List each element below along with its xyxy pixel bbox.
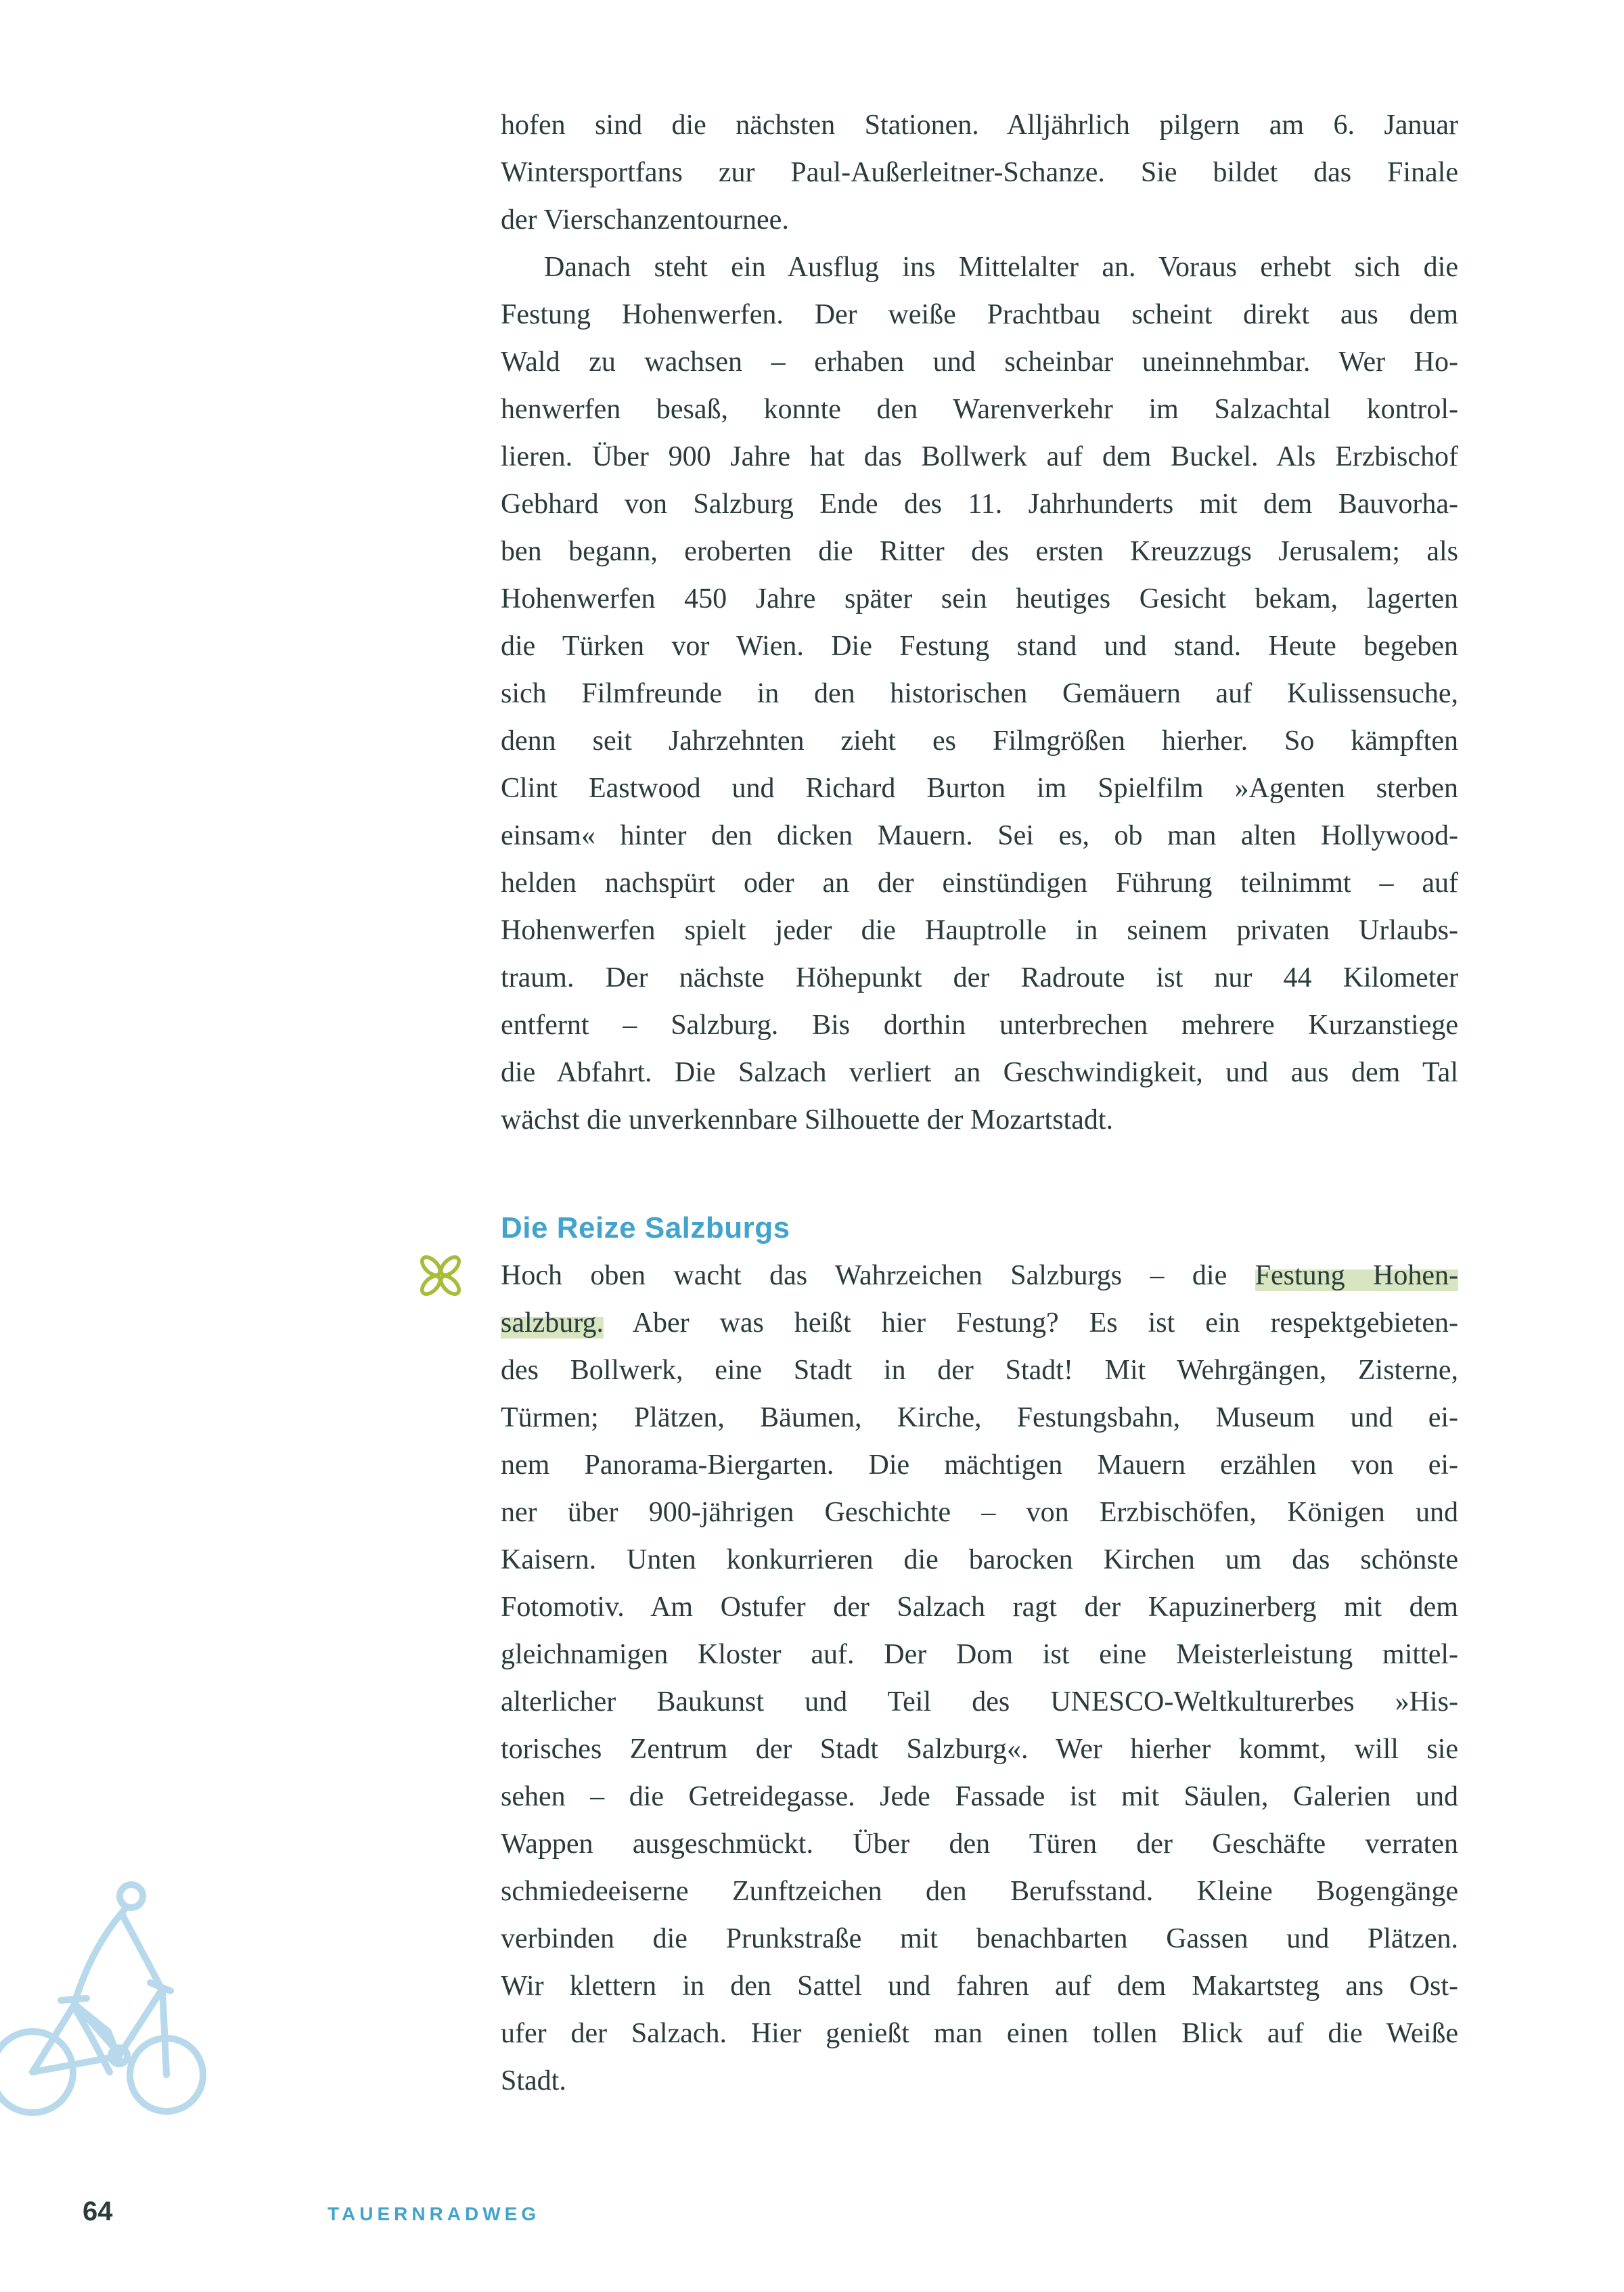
text-line: ufer der Salzach. Hier genießt man einen tollen Blick auf die Weiße bbox=[501, 2018, 1458, 2049]
text-line: hofen sind die nächsten Stationen. Alljährlich pilgern am 6. Januar bbox=[501, 110, 1458, 141]
text-line: Hohenwerfen 450 Jahre später sein heutiges Gesicht bekam, lagerten bbox=[501, 583, 1458, 614]
paragraph-continuation bbox=[501, 102, 1458, 244]
text-line: lieren. Über 900 Jahre hat das Bollwerk auf dem Buckel. Als Erzbischof bbox=[501, 441, 1458, 472]
knot-ornament-icon bbox=[411, 1246, 470, 1305]
text-line: Türmen; Plätzen, Bäumen, Kirche, Festungsbahn, Museum und ei- bbox=[501, 1402, 1458, 1433]
highlight: salzburg. bbox=[501, 1307, 604, 1339]
text-line: ner über 900-jährigen Geschichte – von Erzbischöfen, Königen und bbox=[501, 1497, 1458, 1528]
text-line: Wintersportfans zur Paul-Außerleitner-Schanze. Sie bildet das Finale bbox=[501, 157, 1458, 188]
text-line: traum. Der nächste Höhepunkt der Radroute ist nur 44 Kilometer bbox=[501, 962, 1458, 993]
text-line: ben begann, eroberten die Ritter des ersten Kreuzzugs Jerusalem; als bbox=[501, 536, 1458, 567]
text-line: Wir klettern in den Sattel und fahren auf dem Makartsteg ans Ost- bbox=[501, 1971, 1458, 2002]
text-line: salzburg. Aber was heißt hier Festung? Es ist ein respektgebieten- bbox=[501, 1307, 1458, 1339]
text-line: Stadt. bbox=[501, 2065, 566, 2096]
text-line: Danach steht ein Ausflug ins Mittelalter an. Voraus erhebt sich die bbox=[544, 252, 1458, 283]
text-line: nem Panorama-Biergarten. Die mächtigen Mauern erzählen von ei- bbox=[501, 1450, 1458, 1481]
text-line: henwerfen besaß, konnte den Warenverkehr im Salzachtal kontrol- bbox=[501, 394, 1458, 425]
text-line: schmiedeeiserne Zunftzeichen den Berufsstand. Kleine Bogengänge bbox=[501, 1876, 1458, 1907]
paragraph-hohenwerfen bbox=[501, 244, 1458, 1144]
text-line: die Türken vor Wien. Die Festung stand und stand. Heute begeben bbox=[501, 631, 1458, 662]
text-column bbox=[501, 102, 1458, 2105]
text-line: der Vierschanzentournee. bbox=[501, 204, 789, 235]
text-line: torisches Zentrum der Stadt Salzburg«. Wer hierher kommt, will sie bbox=[501, 1734, 1458, 1765]
footer-running-title: TAUERNRADWEG bbox=[328, 2203, 541, 2224]
paragraph-salzburg bbox=[501, 1252, 1458, 2105]
text-line: verbinden die Prunkstraße mit benachbarten Gassen und Plätzen. bbox=[501, 1923, 1458, 1954]
text-line: wächst die unverkennbare Silhouette der Mozartstadt. bbox=[501, 1104, 1114, 1136]
text-line: denn seit Jahrzehnten zieht es Filmgrößen hierher. So kämpften bbox=[501, 725, 1458, 757]
page-number: 64 bbox=[83, 2197, 113, 2226]
text-line: einsam« hinter den dicken Mauern. Sei es, ob man alten Hollywood- bbox=[501, 820, 1458, 851]
text-line: sehen – die Getreidegasse. Jede Fassade ist mit Säulen, Galerien und bbox=[501, 1781, 1458, 1812]
text-line: entfernt – Salzburg. Bis dorthin unterbrechen mehrere Kurzanstiege bbox=[501, 1010, 1458, 1041]
text-line: Fotomotiv. Am Ostufer der Salzach ragt der Kapuzinerberg mit dem bbox=[501, 1592, 1458, 1623]
text-line: Kaisern. Unten konkurrieren die barocken Kirchen um das schönste bbox=[501, 1544, 1458, 1575]
text-line: Wappen ausgeschmückt. Über den Türen der Geschäfte verraten bbox=[501, 1828, 1458, 1860]
text-line: des Bollwerk, eine Stadt in der Stadt! Mit Wehrgängen, Zisterne, bbox=[501, 1355, 1458, 1386]
text-line: helden nachspürt oder an der einstündigen Führung teilnimmt – auf bbox=[501, 868, 1458, 899]
text-line: gleichnamigen Kloster auf. Der Dom ist eine Meisterleistung mittel- bbox=[501, 1639, 1458, 1670]
text-line: Wald zu wachsen – erhaben und scheinbar uneinnehmbar. Wer Ho- bbox=[501, 346, 1458, 378]
text-line: Festung Hohenwerfen. Der weiße Prachtbau scheint direkt aus dem bbox=[501, 299, 1458, 330]
text-line: sich Filmfreunde in den historischen Gemäuern auf Kulissensuche, bbox=[501, 678, 1458, 709]
section-heading: Die Reize Salzburgs bbox=[501, 1211, 790, 1244]
text-line: Clint Eastwood und Richard Burton im Spielfilm »Agenten sterben bbox=[501, 773, 1458, 804]
highlight: Festung Hohen- bbox=[1255, 1260, 1458, 1291]
text-line: Hoch oben wacht das Wahrzeichen Salzburgs – die Festung Hohen- bbox=[501, 1260, 1458, 1291]
text-line: Gebhard von Salzburg Ende des 11. Jahrhunderts mit dem Bauvorha- bbox=[501, 489, 1458, 520]
cyclist-illustration bbox=[0, 1868, 237, 2132]
text-line: alterlicher Baukunst und Teil des UNESCO-Weltkulturerbes »His- bbox=[501, 1686, 1458, 1717]
text-line: Hohenwerfen spielt jeder die Hauptrolle in seinem privaten Urlaubs- bbox=[501, 915, 1458, 946]
text-line: die Abfahrt. Die Salzach verliert an Geschwindigkeit, und aus dem Tal bbox=[501, 1057, 1458, 1088]
